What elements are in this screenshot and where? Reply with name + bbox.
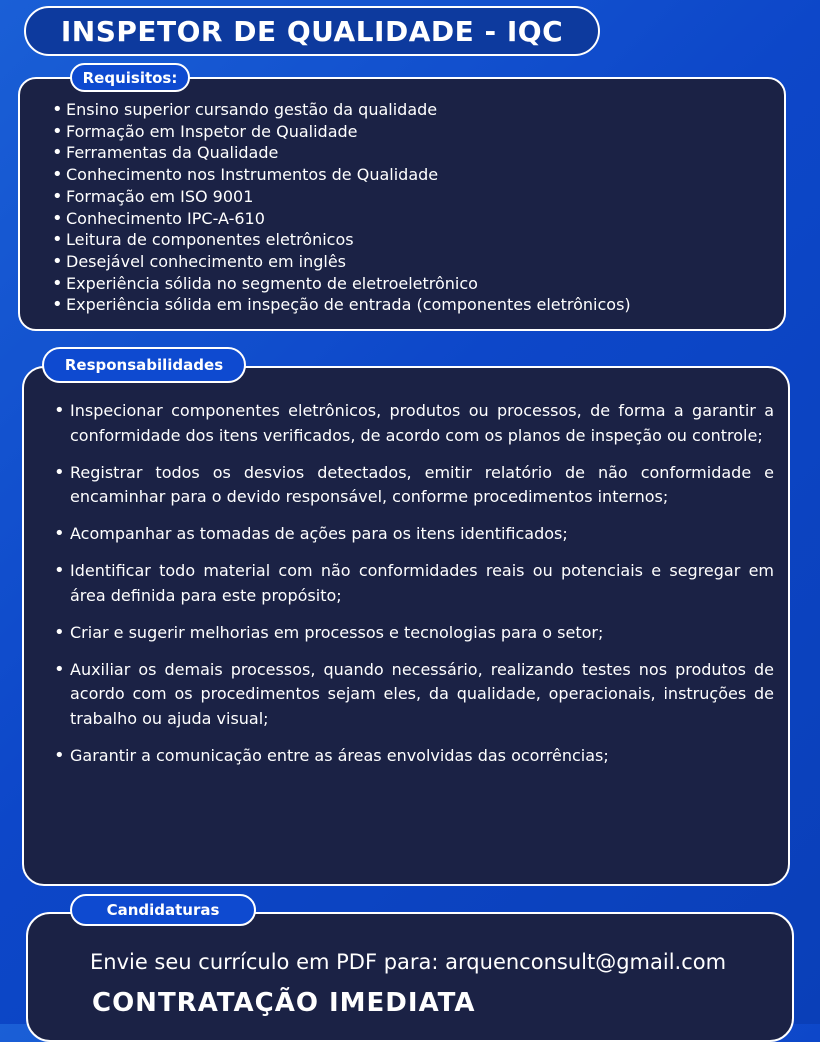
list-item: • Conhecimento nos Instrumentos de Qualidade: [52, 164, 631, 186]
candidaturas-tag: [70, 894, 256, 926]
requisitos-tag-label: Requisitos:: [82, 68, 178, 87]
page-title: INSPETOR DE QUALIDADE - IQC: [60, 14, 564, 48]
list-item: • Formação em Inspetor de Qualidade: [52, 121, 631, 143]
list-item: • Inspecionar componentes eletrônicos, produtos ou processos, de forma a garantir a conformidade dos itens verificados, de acordo com os planos de inspeção ou controle;: [54, 399, 774, 448]
candidaturas-panel: [26, 912, 794, 1042]
list-item: • Identificar todo material com não conformidades reais ou potenciais e segregar em área definida para este propósito;: [54, 559, 774, 608]
list-item: • Leitura de componentes eletrônicos: [52, 229, 631, 251]
requisitos-list: [52, 99, 631, 316]
hiring-callout: CONTRATAÇÃO IMEDIATA: [92, 988, 476, 1018]
title-banner: [24, 6, 600, 56]
list-item: • Registrar todos os desvios detectados, emitir relatório de não conformidade e encaminhar para o devido responsável, conforme procedimentos internos;: [54, 461, 774, 510]
responsabilidades-panel: [22, 366, 790, 886]
list-item: • Experiência sólida em inspeção de entrada (componentes eletrônicos): [52, 294, 631, 316]
list-item: • Auxiliar os demais processos, quando necessário, realizando testes nos produtos de acordo com os procedimentos sejam eles, da qualidade, operacionais, instruções de trabalho ou ajuda visual;: [54, 658, 774, 732]
responsabilidades-tag: [42, 347, 246, 383]
list-item: • Conhecimento IPC-A-610: [52, 208, 631, 230]
application-instruction: Envie seu currículo em PDF para: arquenconsult@gmail.com: [90, 950, 727, 974]
list-item: • Experiência sólida no segmento de eletroeletrônico: [52, 273, 631, 295]
requisitos-tag: [70, 63, 190, 92]
list-item: • Criar e sugerir melhorias em processos e tecnologias para o setor;: [54, 621, 774, 646]
responsabilidades-tag-label: Responsabilidades: [64, 356, 224, 374]
list-item: • Formação em ISO 9001: [52, 186, 631, 208]
responsabilidades-list: [54, 399, 774, 781]
list-item: • Acompanhar as tomadas de ações para os itens identificados;: [54, 522, 774, 547]
requisitos-panel: [18, 77, 786, 331]
list-item: • Ensino superior cursando gestão da qualidade: [52, 99, 631, 121]
list-item: • Desejável conhecimento em inglês: [52, 251, 631, 273]
candidaturas-tag-label: Candidaturas: [106, 901, 220, 919]
list-item: • Ferramentas da Qualidade: [52, 142, 631, 164]
list-item: • Garantir a comunicação entre as áreas envolvidas das ocorrências;: [54, 744, 774, 769]
